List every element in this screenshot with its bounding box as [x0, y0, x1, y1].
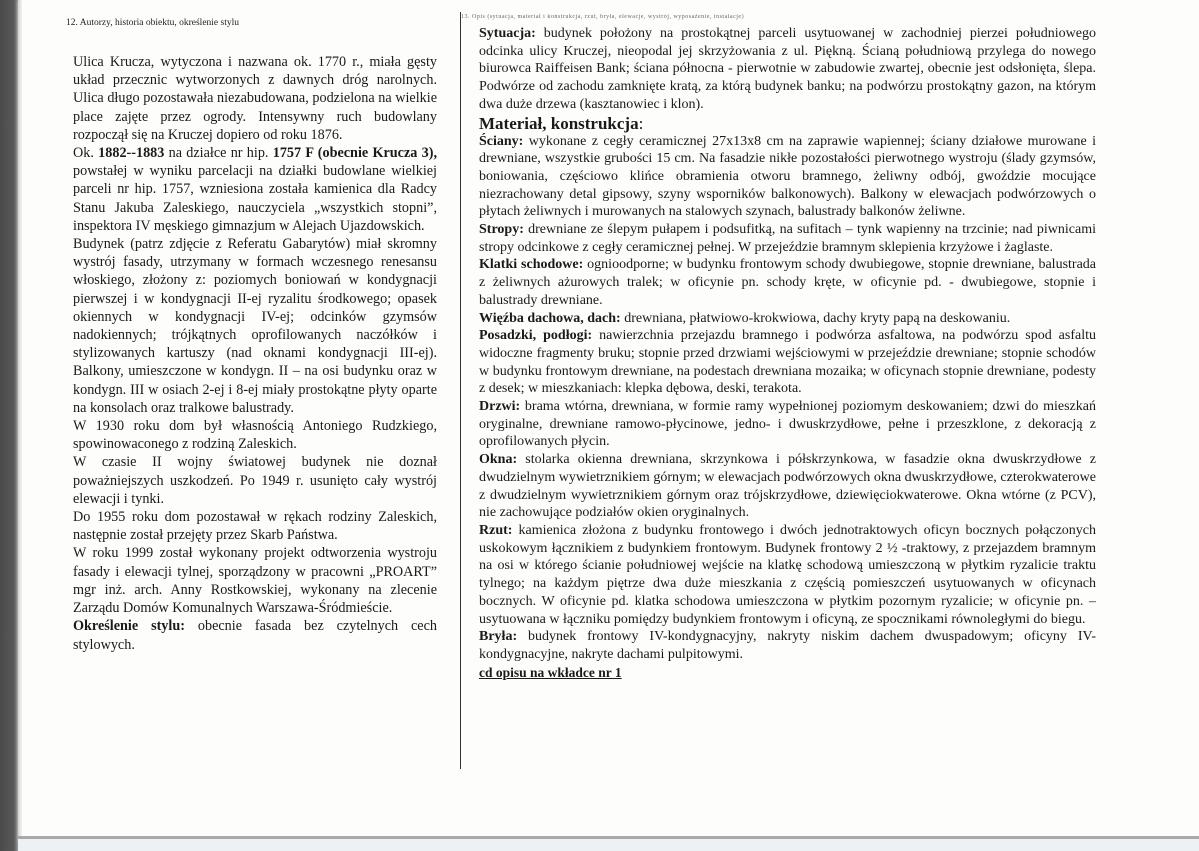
- scanner-bed: [18, 839, 1199, 851]
- doors-text: brama wtórna, drewniana, w formie ramy wypełnionej poziomym deskowaniem; dzwi do mieszkań oryginalne, drewniane ramowo-płycinowe, jedno- i dwuskrzydłowe, pełne i przeszklone, z dekoracją z oprofilowanych płycin.: [479, 399, 1096, 450]
- scan-edge-left: [0, 0, 18, 851]
- floor-plan-text: kamienica złożona z budynku frontowego i dwóch jednotraktowych oficyn bocznych połączonych uskokowym łącznikiem z budynkiem frontowym. Budynek frontowy 2 ½ -traktowy, z przejazdem bramnym na osi w którego ścianie południowej wejście na klatkę schodową umieszczoną w płytkim ryzalicie traktu tylnego; na każdym piętrze dwa duże mieszkania z częścią pomieszczeń usytuowanych w oficynach bocznych. W oficynie pd. klatka schodowa umieszczona w płytkim pozornym ryzalicie; w oficynie pn. – usytuowana w łączniku pomiędzy budynkiem frontowym i oficyną, ze spocznikami równoległymi do biegu.: [479, 522, 1096, 627]
- situation-text: budynek położony na prostokątnej parceli usytuowanej w zachodniej pierzei południowego odcinka ulicy Kruczej, nieopodal jej skrzyżowania z ul. Piękną. Ścianą południową przylega do nowego biurowca Raiffeisen Bank; ściana północna - pierwotnie w zabudowie zwartej, obecnie jest odsłonięta, ślepa. Podwórze od zachodu zamknięte kratą, za którą budynek banku; na podwórzu prostokątny gazon, na którym dwa duże drzewa (kasztanowiec i klon).: [479, 26, 1096, 112]
- style-text: obecnie fasada bez czytelnych cech stylowych.: [73, 618, 437, 653]
- paragraph-floors: [479, 327, 1096, 398]
- plot-number-bold: 1757 F (obecnie Krucza 3),: [272, 145, 437, 162]
- section-header-12: 12. Autorzy, historia obiektu, określenie stylu: [66, 18, 239, 28]
- staircases-label: Klatki schodowe:: [479, 257, 584, 273]
- paragraph-situation: [479, 25, 1096, 114]
- paragraph-construction-date: [73, 144, 437, 235]
- page-fold-shadow: [18, 0, 22, 836]
- section-header-13-cut: 13. Opis (sytuacja, materiał i konstrukcja, rzut, bryła, elewacje, wystrój, wyposażenie, instalacje): [461, 14, 745, 20]
- column-divider: [460, 12, 461, 769]
- floor-plan-label: Rzut:: [479, 522, 513, 538]
- paragraph-1955: Do 1955 roku dom pozostawał w rękach rodziny Zaleskich, następnie został przejęty przez Skarb Państwa.: [73, 509, 437, 544]
- staircases-text: ognioodporne; w budynku frontowym schody dwubiegowe, stopnie drewniane, balustrada z żeliwnych ażurowych tralek; w oficynie pn. schody kręte, w oficynie pd. - dwubiegowe, stopnie i balustrady drewniane.: [479, 257, 1096, 308]
- paragraph-roof: [479, 310, 1096, 328]
- doors-label: Drzwi:: [479, 399, 521, 415]
- roof-text: drewniana, płatwiowo-krokwiowa, dachy kryty papą na deskowaniu.: [620, 310, 1011, 326]
- paragraph-floor-plan: [479, 522, 1096, 628]
- text-lead: Ok.: [73, 145, 99, 162]
- heading-text: Materiał, konstrukcja: [479, 113, 639, 133]
- walls-text: wykonane z cegły ceramicznej 27x13x8 cm na zaprawie wapiennej; ściany działowe murowane i drewniane, wszystkie grubości 15 cm. Na fasadzie nikłe pozostałości pierwotnego wystroju (ślady gzymsów, boniowania, częściowo klińce obramienia otworu bramnego, żeliwny odbój, gwoździe mocujące niezrachowany detal gipsowy, szyny wsporników balkonowych). Balkony w elewacjach podwórzowych o płytach żeliwnych i murowanych na stalowych szynach, balustrady balkonów żeliwne.: [479, 133, 1096, 220]
- paragraph-staircases: [479, 256, 1096, 309]
- paragraph-massing: [479, 628, 1096, 663]
- left-column-history: [73, 53, 437, 654]
- walls-label: Ściany:: [479, 133, 524, 149]
- situation-label: Sytuacja:: [479, 26, 536, 41]
- massing-text: budynek frontowy IV-kondygnacyjny, nakryty niskim dachem dwuspadowym; oficyny IV-kondygnacyjne, nakryte dachami pulpitowymi.: [479, 629, 1096, 662]
- text-mid: na działce nr hip.: [164, 145, 273, 162]
- date-range-bold: 1882--1883: [98, 145, 165, 162]
- style-label: Określenie stylu:: [73, 618, 185, 635]
- continuation-note: cd opisu na wkładce nr 1: [479, 664, 622, 680]
- paragraph-1930-owner: W 1930 roku dom był własnością Antoniego Rudzkiego, spowinowaconego z rodziną Zaleskich.: [73, 418, 437, 453]
- paragraph-windows: [479, 451, 1096, 522]
- roof-label: Więźba dachowa, dach:: [479, 310, 621, 326]
- heading-colon: :: [638, 113, 644, 133]
- floors-label: Posadzki, podłogi:: [479, 328, 593, 344]
- windows-text: stolarka okienna drewniana, skrzynkowa i półskrzynkowa, w fasadzie okna dwuskrzydłowe z dwudzielnym wywietrznikiem górnym; w elewacjach podwórzowych okna dwuskrzydłowe, czterokwaterowe z dwudzielnym wywietrznikiem górnym oraz trójskrzydłowe, dziewięciokwaterowe. Okna wtórne (z PCV), nie zachowujące podziałów okien oryginalnych.: [479, 452, 1096, 521]
- paragraph-style: [73, 617, 437, 653]
- ceilings-text: drewniane ze ślepym pułapem i podsufitką, na sufitach – tynk wapienny na trzcinie; nad piwnicami stropy odcinkowe z cegły ceramicznej pełnej. W przejeździe bramnym sklepienia krzyżowe i żaglaste.: [479, 222, 1096, 255]
- paragraph-street-history: Ulica Krucza, wytyczona i nazwana ok. 1770 r., miała gęsty układ przecznic wytworzonych z dawnych dróg narolnych. Ulica długo pozostawała niezabudowana, podzielona na wielkie place zajęte przez ogrody. Intensywny ruch budowlany rozpoczął się na Kruczej dopiero od roku 1876.: [73, 54, 437, 143]
- right-column-description: [479, 25, 1096, 681]
- paragraph-facade-description: Budynek (patrz zdjęcie z Referatu Gabarytów) miał skromny wystrój fasady, utrzymany w formach wczesnego renesansu włoskiego, złożony z: poziomych boniowań w kondygnacji pierwszej i w kondygnacji II-ej ryzalitu środkowego; opasek okiennych w kondygnacji IV-ej; odcinków gzymsów nadokiennych; trójkątnych oprofilowanych naczółków i stylizowanych kartuszy (nad oknami kondygnacji III-ej). Balkony, umieszczone w kondygn. II – na osi budynku oraz w kondygn. III w osiach 2-ej i 8-ej miały prostokątne płyty oparte na konsolach oraz tralkowe balustrady.: [73, 236, 437, 416]
- paragraph-wwii: W czasie II wojny światowej budynek nie doznał poważniejszych uszkodzeń. Po 1949 r. usunięto cały wystrój elewacji i tynki.: [73, 454, 437, 507]
- heading-material-construction: [479, 114, 1096, 133]
- paragraph-ceilings: [479, 221, 1096, 256]
- text-body: powstałej w wyniku parcelacji na działki budowlane wielkiej parceli nr hip. 1757, wzniesiona została kamienica dla Radcy Stanu Jakuba Zaleskiego, nauczyciela „wszystkich stopni”, inspektora IV męskiego gimnazjum w Alejach Ujazdowskich.: [73, 163, 437, 234]
- windows-label: Okna:: [479, 452, 518, 468]
- floors-text: nawierzchnia przejazdu bramnego i podwórza asfaltowa, na podwórzu spod asfaltu widoczne fragmenty bruku; stopnie przed drzwiami wejściowymi w przejeździe drewniane; stopnie schodów w budynku frontowym drewniane, na podestach drewniana mozaika; w oficynach stopnie drewniane, podesty z desek; w mieszkaniach: klepka dębowa, deski, terakota.: [479, 328, 1096, 397]
- paragraph-1999-project: W roku 1999 został wykonany projekt odtworzenia wystroju fasady i elewacji tylnej, sporządzony w pracowni „PROART” mgr inż. arch. Anny Rostkowskiej, wykonany na zlecenie Zarządu Domów Komunalnych Warszawa-Śródmieście.: [73, 545, 437, 617]
- paragraph-walls: [479, 133, 1096, 222]
- massing-label: Bryła:: [479, 629, 518, 645]
- paragraph-doors: [479, 398, 1096, 451]
- ceilings-label: Stropy:: [479, 222, 524, 238]
